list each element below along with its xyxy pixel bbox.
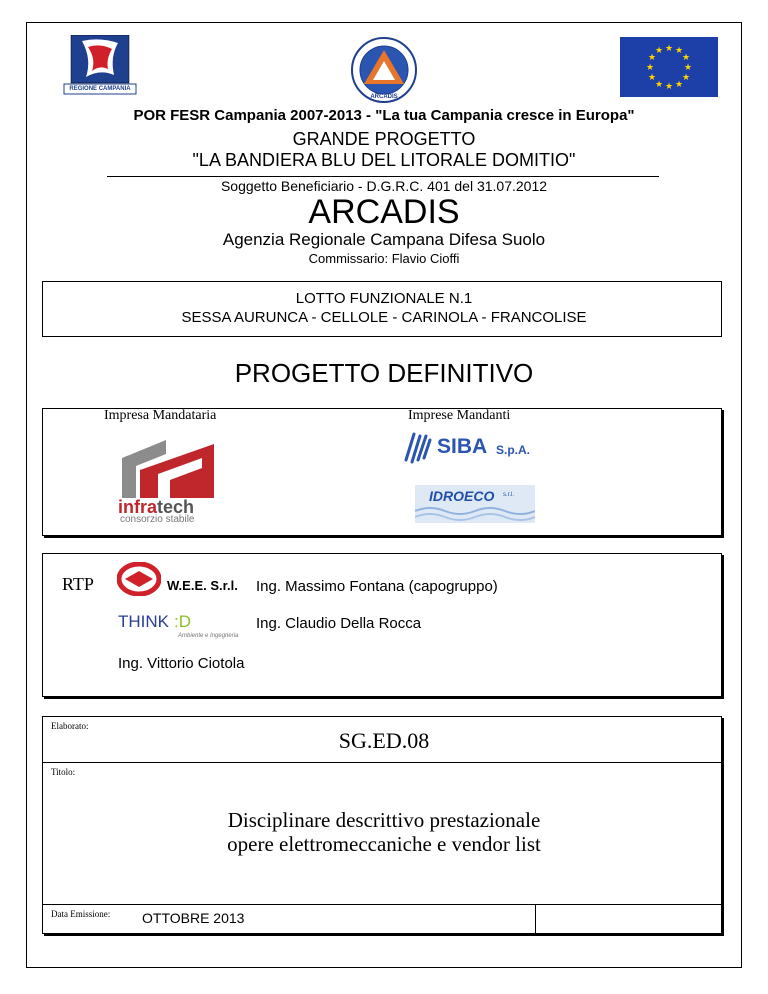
siba-logo: [400, 430, 540, 466]
svg-text:★: ★: [654, 46, 664, 56]
programme-title: POR FESR Campania 2007-2013 - "La tua Campania cresce in Europa": [133, 107, 635, 124]
think-logo: [118, 612, 248, 644]
siba-wave-icon: [400, 430, 434, 464]
table-divider-1: [42, 762, 722, 763]
infratech-wordmark-rest: tech: [157, 497, 195, 517]
svg-text:★: ★: [683, 63, 693, 73]
think-subtitle: Ambiente e Ingegneria: [178, 633, 239, 639]
siba-suffix: S.p.A.: [496, 443, 531, 457]
commissioner-line: Commissario: Flavio Cioffi: [308, 251, 460, 266]
siba-name: SIBA: [437, 435, 488, 458]
date-label: Data Emissione:: [51, 909, 111, 919]
svg-text:★: ★: [674, 80, 684, 90]
eu-flag-icon: [620, 37, 718, 97]
eu-flag-logo: [620, 37, 718, 97]
document-code: SG.ED.08: [338, 728, 430, 753]
infratech-wordmark-bold: infra: [118, 497, 158, 517]
wee-emblem-icon: [117, 562, 161, 596]
date-cell-divider: [535, 904, 536, 934]
infratech-subtitle: consorzio stabile: [120, 514, 195, 525]
arcadis-seal-caption: ARCADIS: [370, 94, 398, 100]
document-title-line1: Disciplinare descrittivo prestazionale: [227, 808, 541, 832]
infratech-logo: [118, 440, 218, 525]
rtp-member-1: Ing. Massimo Fontana (capogruppo): [256, 578, 498, 595]
header-divider: [107, 176, 659, 177]
project-title-line2: "LA BANDIERA BLU DEL LITORALE DOMITIO": [192, 150, 576, 170]
think-wordmark-b: :D: [174, 612, 191, 631]
svg-text:★: ★: [647, 73, 657, 83]
partner-companies-label: Imprese Mandanti: [408, 408, 511, 423]
document-title-line2: opere elettromeccaniche e vendor list: [227, 832, 541, 856]
idroeco-logo: [415, 485, 535, 523]
idroeco-suffix: s.r.l.: [503, 492, 515, 498]
svg-text:★: ★: [681, 53, 691, 63]
wee-wordmark: W.E.E. S.r.l.: [167, 578, 238, 593]
infratech-emblem-icon: [118, 440, 218, 500]
lot-line2: SESSA AURUNCA - CELLOLE - CARINOLA - FRANCOLISE: [181, 309, 587, 326]
svg-text:★: ★: [681, 73, 691, 83]
project-phase-title: PROGETTO DEFINITIVO: [234, 358, 534, 388]
elaborato-label: Elaborato:: [51, 721, 89, 731]
project-title-line1: GRANDE PROGETTO: [292, 129, 476, 149]
rtp-member-2: Ing. Claudio Della Rocca: [256, 615, 422, 632]
arcadis-seal-logo: [348, 37, 420, 105]
lot-line1: LOTTO FUNZIONALE N.1: [295, 290, 473, 307]
wee-logo: [117, 562, 247, 598]
beneficiary-line: Soggetto Beneficiario - D.G.R.C. 401 del 31.07.2012: [220, 178, 548, 194]
idroeco-name: IDROECO: [429, 488, 495, 504]
svg-text:★: ★: [645, 63, 655, 73]
svg-text:★: ★: [647, 53, 657, 63]
titolo-label: Titolo:: [51, 767, 76, 777]
agency-name: ARCADIS: [308, 193, 460, 231]
rtp-member-3: Ing. Vittorio Ciotola: [118, 655, 245, 672]
svg-text:★: ★: [654, 80, 664, 90]
think-wordmark-a: THINK: [118, 612, 169, 631]
lead-company-label: Impresa Mandataria: [104, 408, 217, 423]
regione-campania-caption: REGIONE CAMPANIA: [69, 86, 131, 92]
rtp-label: RTP: [62, 574, 94, 594]
issue-date: OTTOBRE 2013: [142, 910, 245, 926]
svg-text:★: ★: [664, 82, 674, 92]
svg-text:★: ★: [674, 46, 684, 56]
table-divider-2: [42, 904, 722, 905]
svg-text:★: ★: [664, 44, 674, 54]
agency-full-name: Agenzia Regionale Campana Difesa Suolo: [222, 230, 546, 249]
regione-campania-logo: [62, 35, 138, 95]
